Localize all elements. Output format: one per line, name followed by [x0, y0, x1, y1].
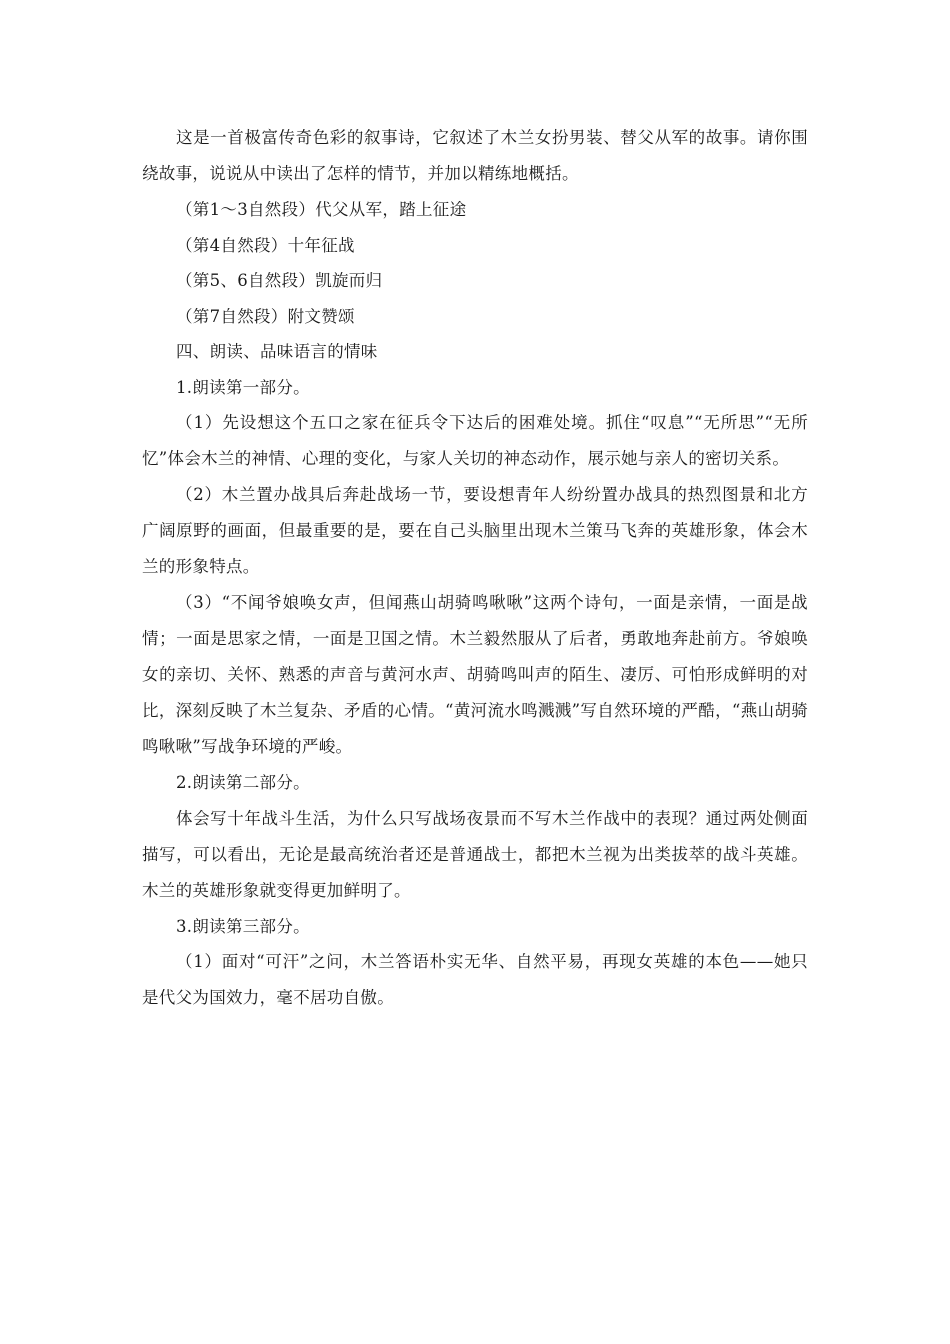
paragraph-section-4: （第4自然段）十年征战	[176, 235, 355, 255]
paragraph-section-7: （第7自然段）附文赞颂	[176, 306, 355, 326]
heading-part-3: 3.朗读第三部分。	[176, 916, 310, 936]
heading-part-2: 2.朗读第二部分。	[176, 773, 310, 792]
document-body	[142, 120, 808, 1016]
heading-reading-taste: 四、朗读、品味语言的情味	[176, 342, 378, 361]
paragraph-part-1-item-1: （1）先设想这个五口之家在征兵令下达后的困难处境。抓住“叹息”“无所思”“无所忆”体会木兰的神情、心理的变化，与家人关切的神态动作，展示她与亲人的密切关系。	[142, 413, 808, 468]
heading-part-1: 1.朗读第一部分。	[176, 377, 310, 397]
paragraph-intro: 这是一首极富传奇色彩的叙事诗，它叙述了木兰女扮男装、替父从军的故事。请你围绕故事，说说从中读出了怎样的情节，并加以精练地概括。	[142, 128, 808, 183]
paragraph-section-1-3: （第1～3自然段）代父从军，踏上征途	[176, 200, 467, 219]
paragraph-part-3-item-1: （1）面对“可汗”之问，木兰答语朴实无华、自然平易，再现女英雄的本色——她只是代父为国效力，毫不居功自傲。	[142, 952, 808, 1007]
paragraph-part-1-item-2: （2）木兰置办战具后奔赴战场一节，要设想青年人纷纷置办战具的热烈图景和北方广阔原野的画面，但最重要的是，要在自己头脑里出现木兰策马飞奔的英雄形象，体会木兰的形象特点。	[142, 485, 808, 576]
paragraph-section-5-6: （第5、6自然段）凯旋而归	[176, 271, 383, 290]
paragraph-part-1-item-3: （3）“不闻爷娘唤女声，但闻燕山胡骑鸣啾啾”这两个诗句，一面是亲情，一面是战情；一面是思家之情，一面是卫国之情。木兰毅然服从了后者，勇敢地奔赴前方。爷娘唤女的亲切、关怀、熟悉的声音与黄河水声、胡骑鸣叫声的陌生、凄厉、可怕形成鲜明的对比，深刻反映了木兰复杂、矛盾的心情。“黄河流水鸣溅溅”写自然环境的严酷，“燕山胡骑鸣啾啾”写战争环境的严峻。	[142, 593, 808, 756]
paragraph-part-2: 体会写十年战斗生活，为什么只写战场夜景而不写木兰作战中的表现？通过两处侧面描写，可以看出，无论是最高统治者还是普通战士，都把木兰视为出类拔萃的战斗英雄。木兰的英雄形象就变得更加鲜明了。	[142, 808, 808, 900]
